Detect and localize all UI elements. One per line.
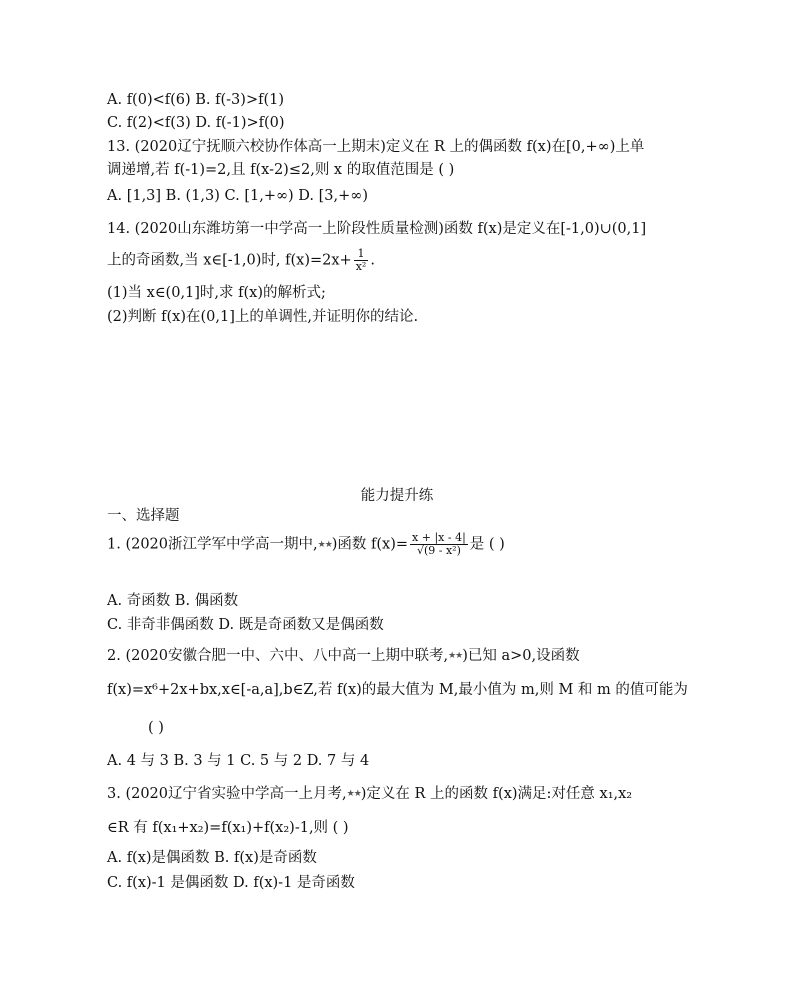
p1-options-ab: A. 奇函数 B. 偶函数	[107, 593, 239, 609]
p2-stem-line2: f(x)=x⁶+2x+bx,x∈[-a,a],b∈Z,若 f(x)的最大值为 M,最小值为 m,则 M 和 m 的值可能为	[107, 682, 688, 698]
p2-line1-post: )已知 a>0,设函数	[462, 648, 580, 664]
difficulty-star-icon: ★★	[448, 651, 463, 661]
q14-sub2: (2)判断 f(x)在(0,1]上的单调性,并证明你的结论.	[107, 309, 419, 325]
p1-stem-pre: 1. (2020浙江学军中学高一期中,	[107, 536, 318, 553]
q13-stem-line1: 13. (2020辽宁抚顺六校协作体高一上期末)定义在 R 上的偶函数 f(x)在[0,+∞)上单	[107, 139, 645, 155]
q12-options-cd: C. f(2)<f(3) D. f(-1)>f(0)	[107, 115, 285, 131]
p3-line1-pre: 3. (2020辽宁省实验中学高一上月考,	[107, 786, 347, 802]
p2-stem-line1	[107, 646, 580, 666]
section-title: 能力提升练	[360, 488, 434, 504]
p3-options-ab: A. f(x)是偶函数 B. f(x)是奇函数	[107, 850, 317, 866]
p1-stem	[107, 532, 505, 557]
p3-stem-line2: ∈R 有 f(x₁+x₂)=f(x₁)+f(x₂)-1,则 ( )	[107, 820, 349, 836]
q14-stem-line1: 14. (2020山东潍坊第一中学高一上阶段性质量检测)函数 f(x)是定义在[-1,0)∪(0,1]	[107, 221, 647, 237]
q13-options: A. [1,3] B. (1,3) C. [1,+∞) D. [3,+∞)	[107, 188, 369, 204]
section-part: 一、选择题	[107, 508, 180, 524]
q14-line2-end: .	[370, 252, 375, 269]
q14-frac-den: x²	[355, 260, 367, 273]
difficulty-star-icon: ★★	[317, 539, 332, 550]
p3-options-cd: C. f(x)-1 是偶函数 D. f(x)-1 是奇函数	[107, 875, 355, 891]
p1-options-cd: C. 非奇非偶函数 D. 既是奇函数又是偶函数	[107, 617, 384, 633]
p1-stem-post: 是 ( )	[469, 536, 505, 553]
p3-stem-line1	[107, 784, 632, 804]
p1-frac-num: x + |x - 4|	[412, 531, 466, 544]
q13-stem-line2: 调递增,若 f(-1)=2,且 f(x-2)≤2,则 x 的取值范围是 ( )	[107, 162, 455, 178]
q14-line2-text: 上的奇函数,当 x∈[-1,0)时, f(x)=2x+	[107, 252, 352, 269]
p1-stem-mid: )函数 f(x)=	[331, 536, 409, 553]
p2-line1-pre: 2. (2020安徽合肥一中、六中、八中高一上期中联考,	[107, 648, 449, 664]
q12-options-ab: A. f(0)<f(6) B. f(-3)>f(1)	[107, 92, 284, 108]
p1-fraction	[410, 532, 468, 557]
difficulty-star-icon: ★★	[346, 789, 361, 799]
p2-options: A. 4 与 3 B. 3 与 1 C. 5 与 2 D. 7 与 4	[107, 753, 370, 769]
p3-line1-post: )定义在 R 上的函数 f(x)满足:对任意 x₁,x₂	[360, 786, 633, 802]
p1-frac-den: √(9 - x²)	[416, 544, 461, 557]
p2-answer-paren: ( )	[148, 720, 164, 736]
q14-fraction	[354, 248, 369, 273]
q14-frac-num: 1	[354, 248, 369, 261]
q14-stem-line2	[107, 248, 375, 273]
q14-sub1: (1)当 x∈(0,1]时,求 f(x)的解析式;	[107, 285, 326, 301]
